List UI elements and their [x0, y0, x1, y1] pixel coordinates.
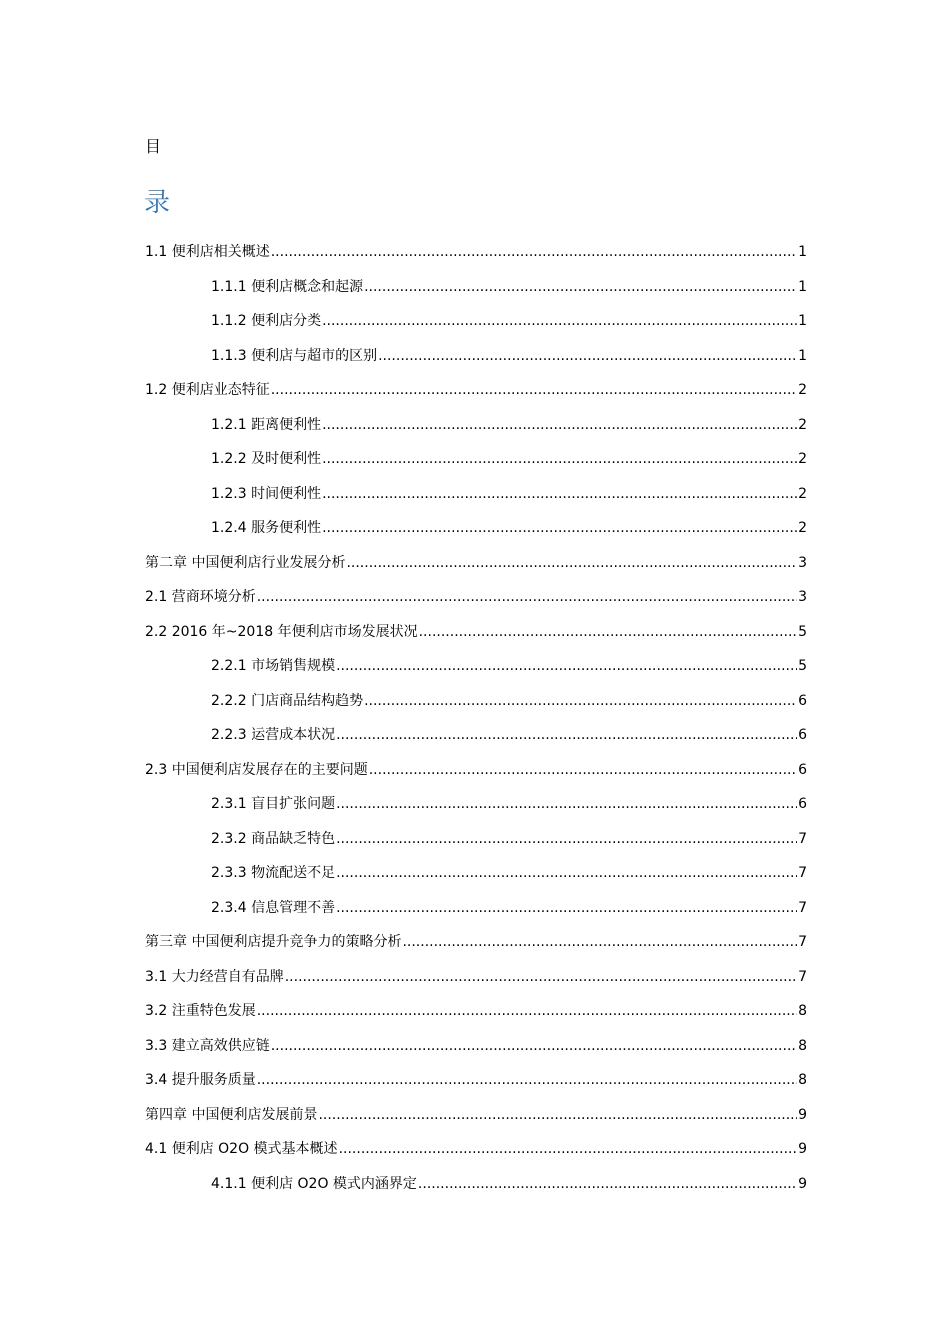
toc-entry-title: 2.3.1 盲目扩张问题 [211, 796, 336, 812]
toc-entry-title: 2.3.4 信息管理不善 [211, 899, 336, 916]
toc-page-number: 1 [798, 347, 807, 364]
toc-entry[interactable] [145, 931, 807, 966]
toc-page-number: 9 [798, 1175, 807, 1192]
toc-dot-leader [318, 1104, 797, 1126]
toc-entry-title: 1.1.1 便利店概念和起源 [211, 278, 364, 295]
toc-entry-title: 1.2 便利店业态特征 [145, 382, 270, 398]
toc-page-number: 7 [798, 830, 807, 847]
toc-dot-leader [322, 517, 797, 539]
toc-entry-title: 2.2.2 门店商品结构趋势 [211, 692, 364, 709]
toc-dot-leader [271, 379, 797, 401]
toc-dot-leader [336, 862, 797, 884]
toc-page-number: 7 [798, 934, 807, 950]
toc-page-number: 1 [798, 278, 807, 295]
toc-entry[interactable] [145, 1069, 807, 1104]
toc-entry-title: 2.2 2016 年~2018 年便利店市场发展状况 [145, 623, 418, 640]
toc-page-number: 7 [798, 899, 807, 916]
toc-entry-title: 4.1 便利店 O2O 模式基本概述 [145, 1141, 338, 1157]
toc-page-number: 2 [798, 520, 807, 536]
toc-entry-title: 1.1.2 便利店分类 [211, 313, 322, 329]
table-of-contents [145, 241, 807, 1207]
toc-entry[interactable] [145, 379, 807, 414]
toc-entry[interactable] [145, 345, 807, 380]
toc-entry-title: 2.2.3 运营成本状况 [211, 727, 336, 743]
toc-entry[interactable] [145, 552, 807, 587]
toc-entry-title: 1.2.4 服务便利性 [211, 520, 322, 536]
toc-entry[interactable] [145, 276, 807, 311]
toc-dot-leader [336, 793, 797, 815]
toc-entry[interactable] [145, 966, 807, 1001]
toc-entry[interactable] [145, 621, 807, 656]
toc-page-number: 2 [798, 382, 807, 398]
toc-entry-title: 第四章 中国便利店发展前景 [145, 1106, 318, 1123]
toc-dot-leader [378, 345, 797, 367]
toc-page-number: 8 [798, 1003, 807, 1019]
toc-entry[interactable] [145, 862, 807, 897]
toc-dot-leader [339, 1138, 798, 1160]
toc-page-number: 3 [798, 554, 807, 571]
toc-entry-title: 2.3 中国便利店发展存在的主要问题 [145, 761, 368, 778]
toc-entry-title: 1.2.3 时间便利性 [211, 485, 322, 502]
toc-dot-leader [336, 655, 797, 677]
toc-entry[interactable] [145, 414, 807, 449]
toc-dot-leader [271, 241, 797, 263]
toc-page-number: 2 [798, 416, 807, 433]
toc-page-number: 6 [798, 761, 807, 778]
toc-dot-leader [336, 828, 797, 850]
toc-entry-title: 第三章 中国便利店提升竞争力的策略分析 [145, 934, 402, 950]
toc-page-number: 6 [798, 692, 807, 709]
toc-dot-leader [336, 724, 797, 746]
toc-page-number: 8 [798, 1072, 807, 1088]
toc-dot-leader [257, 586, 797, 608]
toc-page-number: 7 [798, 865, 807, 881]
toc-entry[interactable] [145, 241, 807, 276]
toc-page-number: 5 [798, 623, 807, 640]
toc-entry[interactable] [145, 1173, 807, 1208]
toc-dot-leader [402, 931, 797, 953]
toc-entry[interactable] [145, 655, 807, 690]
toc-entry[interactable] [145, 448, 807, 483]
toc-entry[interactable] [145, 1035, 807, 1070]
toc-dot-leader [346, 552, 797, 574]
toc-entry[interactable] [145, 517, 807, 552]
toc-dot-leader [322, 310, 797, 332]
toc-dot-leader [257, 1069, 797, 1091]
toc-page-number: 1 [798, 244, 807, 260]
toc-dot-leader [257, 1000, 797, 1022]
toc-dot-leader [364, 690, 797, 712]
toc-entry-title: 4.1.1 便利店 O2O 模式内涵界定 [211, 1175, 417, 1192]
toc-page-number: 6 [798, 727, 807, 743]
toc-entry[interactable] [145, 897, 807, 932]
toc-entry-title: 第二章 中国便利店行业发展分析 [145, 554, 346, 571]
toc-dot-leader [322, 414, 797, 436]
toc-entry[interactable] [145, 690, 807, 725]
toc-entry[interactable] [145, 1138, 807, 1173]
toc-entry[interactable] [145, 483, 807, 518]
toc-dot-leader [285, 966, 797, 988]
toc-entry[interactable] [145, 1104, 807, 1139]
toc-entry-title: 2.2.1 市场销售规模 [211, 658, 336, 674]
toc-entry-title: 2.3.3 物流配送不足 [211, 865, 336, 881]
toc-entry-title: 2.1 营商环境分析 [145, 589, 256, 605]
toc-dot-leader [418, 1173, 797, 1195]
toc-entry[interactable] [145, 759, 807, 794]
toc-entry[interactable] [145, 1000, 807, 1035]
toc-entry[interactable] [145, 310, 807, 345]
toc-heading-part2: 录 [144, 188, 171, 218]
toc-dot-leader [419, 621, 797, 643]
toc-page-number: 1 [798, 313, 807, 329]
toc-dot-leader [322, 448, 797, 470]
toc-entry[interactable] [145, 828, 807, 863]
toc-entry-title: 1.2.1 距离便利性 [211, 416, 322, 433]
toc-page-number: 2 [798, 451, 807, 467]
toc-page-number: 8 [798, 1037, 807, 1054]
toc-dot-leader [364, 276, 797, 298]
toc-entry-title: 1.1.3 便利店与超市的区别 [211, 347, 378, 364]
toc-page-number: 6 [798, 796, 807, 812]
toc-entry-title: 1.2.2 及时便利性 [211, 451, 322, 467]
toc-entry-title: 3.4 提升服务质量 [145, 1072, 256, 1088]
toc-dot-leader [271, 1035, 797, 1057]
toc-page-number: 9 [798, 1141, 807, 1157]
toc-page-number: 9 [798, 1106, 807, 1123]
toc-entry[interactable] [145, 793, 807, 828]
toc-entry-title: 3.2 注重特色发展 [145, 1003, 256, 1019]
toc-dot-leader [336, 897, 797, 919]
toc-page-number: 7 [798, 968, 807, 985]
toc-entry-title: 1.1 便利店相关概述 [145, 244, 270, 260]
toc-heading-part1: 目 [145, 137, 162, 156]
toc-dot-leader [322, 483, 797, 505]
toc-page-number: 3 [798, 589, 807, 605]
toc-entry-title: 2.3.2 商品缺乏特色 [211, 830, 336, 847]
toc-entry-title: 3.1 大力经营自有品牌 [145, 968, 284, 985]
toc-page-number: 5 [798, 658, 807, 674]
toc-dot-leader [369, 759, 797, 781]
toc-entry[interactable] [145, 724, 807, 759]
toc-entry[interactable] [145, 586, 807, 621]
toc-page-number: 2 [798, 485, 807, 502]
toc-entry-title: 3.3 建立高效供应链 [145, 1037, 270, 1054]
